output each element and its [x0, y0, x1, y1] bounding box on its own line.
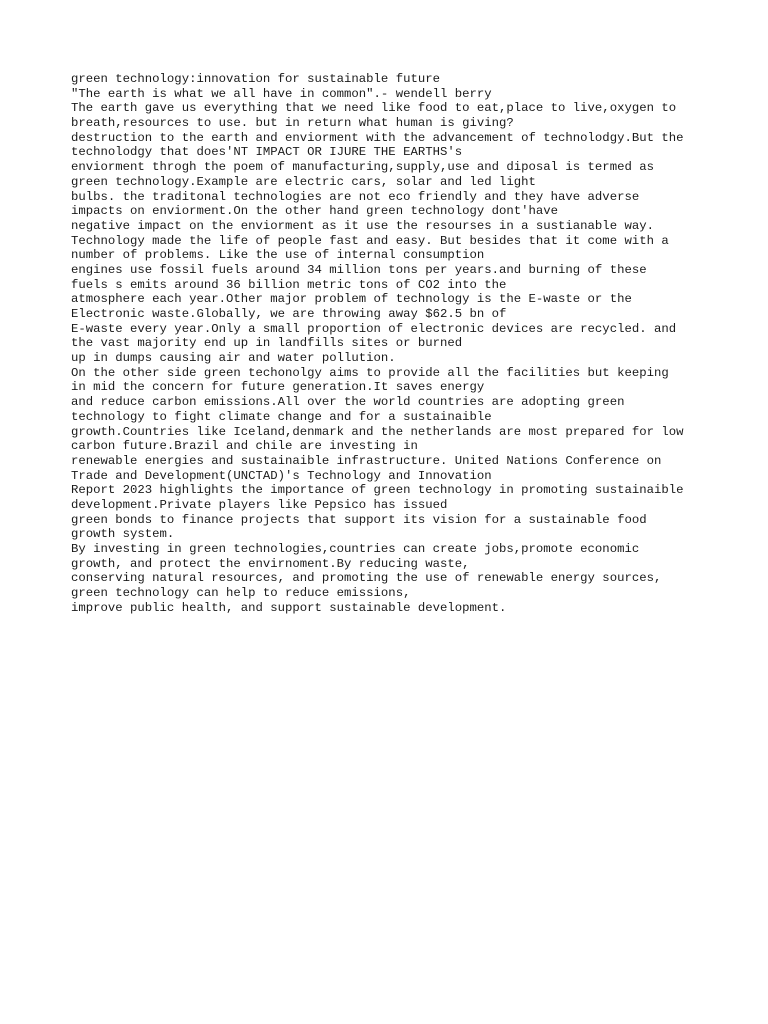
text-line: On the other side green techonolgy aims to provide all the facilities but keeping — [71, 365, 669, 380]
text-line: Electronic waste.Globally, we are throwing away $62.5 bn of — [71, 307, 507, 321]
text-line: The earth gave us everything that we need like food to eat,place to live,oxygen to — [71, 101, 677, 116]
text-line: green bonds to finance projects that support its vision for a sustainable food — [71, 512, 647, 527]
text-line: bulbs. the traditonal technologies are not eco friendly and they have adverse — [71, 189, 640, 204]
text-line: renewable energies and sustainaible infrastructure. United Nations Conference on — [71, 453, 662, 468]
text-line: green technology can help to reduce emissions, — [71, 586, 411, 601]
text-line: fuels s emits around 36 billion metric tons of CO2 into the — [71, 277, 507, 292]
text-line: Technology made the life of people fast and easy. But besides that it come with a — [71, 233, 669, 248]
text-line: breath,resources to use. but in return what human is giving? — [71, 116, 514, 131]
text-line: number of problems. Like the use of internal consumption — [71, 248, 485, 263]
text-line: technology to fight climate change and for a sustainaible — [71, 409, 492, 424]
text-line: growth.Countries like Iceland,denmark and the netherlands are most prepared for low — [71, 424, 684, 439]
text-line: Trade and Development(UNCTAD)'s Technology and Innovation — [71, 468, 492, 483]
text-line: up in dumps causing air and water pollution. — [71, 351, 396, 366]
text-line: in mid the concern for future generation.It saves energy — [71, 380, 485, 395]
text-line: growth, and protect the envirnoment.By reducing waste, — [71, 556, 470, 571]
text-line: carbon future.Brazil and chile are investing in — [71, 439, 418, 454]
text-line: negative impact on the enviorment as it use the resourses in a sustianable way. — [71, 218, 654, 233]
text-line: impacts on enviorment.On the other hand green technology dont'have — [71, 204, 559, 219]
text-line: enviorment throgh the poem of manufacturing,supply,use and diposal is termed as — [71, 160, 654, 175]
text-line: development.Private players like Pepsico has issued — [71, 497, 448, 512]
text-line: technolodgy that does'NT IMPACT OR IJURE THE EARTHS's — [71, 145, 463, 160]
text-line: and reduce carbon emissions.All over the world countries are adopting green — [71, 395, 625, 410]
text-line: green technology.Example are electric cars, solar and led light — [71, 174, 536, 189]
text-line: the vast majority end up in landfills sites or burned — [71, 336, 463, 351]
text-line: engines use fossil fuels around 34 million tons per years.and burning of these — [71, 262, 647, 277]
text-line: By investing in green technologies,countries can create jobs,promote economic — [71, 542, 640, 556]
text-line: conserving natural resources, and promoting the use of renewable energy sources, — [71, 571, 662, 586]
text-line: growth system. — [71, 527, 175, 542]
text-line: destruction to the earth and enviorment with the advancement of technolodgy.But the — [71, 130, 684, 145]
document-body — [71, 72, 711, 615]
text-line: Report 2023 highlights the importance of green technology in promoting sustainaible — [71, 483, 684, 498]
text-line: E-waste every year.Only a small proportion of electronic devices are recycled. and — [71, 321, 677, 336]
document-title: green technology:innovation for sustainable future — [71, 72, 440, 86]
quote-line: "The earth is what we all have in common".- wendell berry — [71, 86, 492, 101]
text-line: improve public health, and support sustainable development. — [71, 600, 507, 615]
text-line: atmosphere each year.Other major problem of technology is the E-waste or the — [71, 292, 632, 307]
